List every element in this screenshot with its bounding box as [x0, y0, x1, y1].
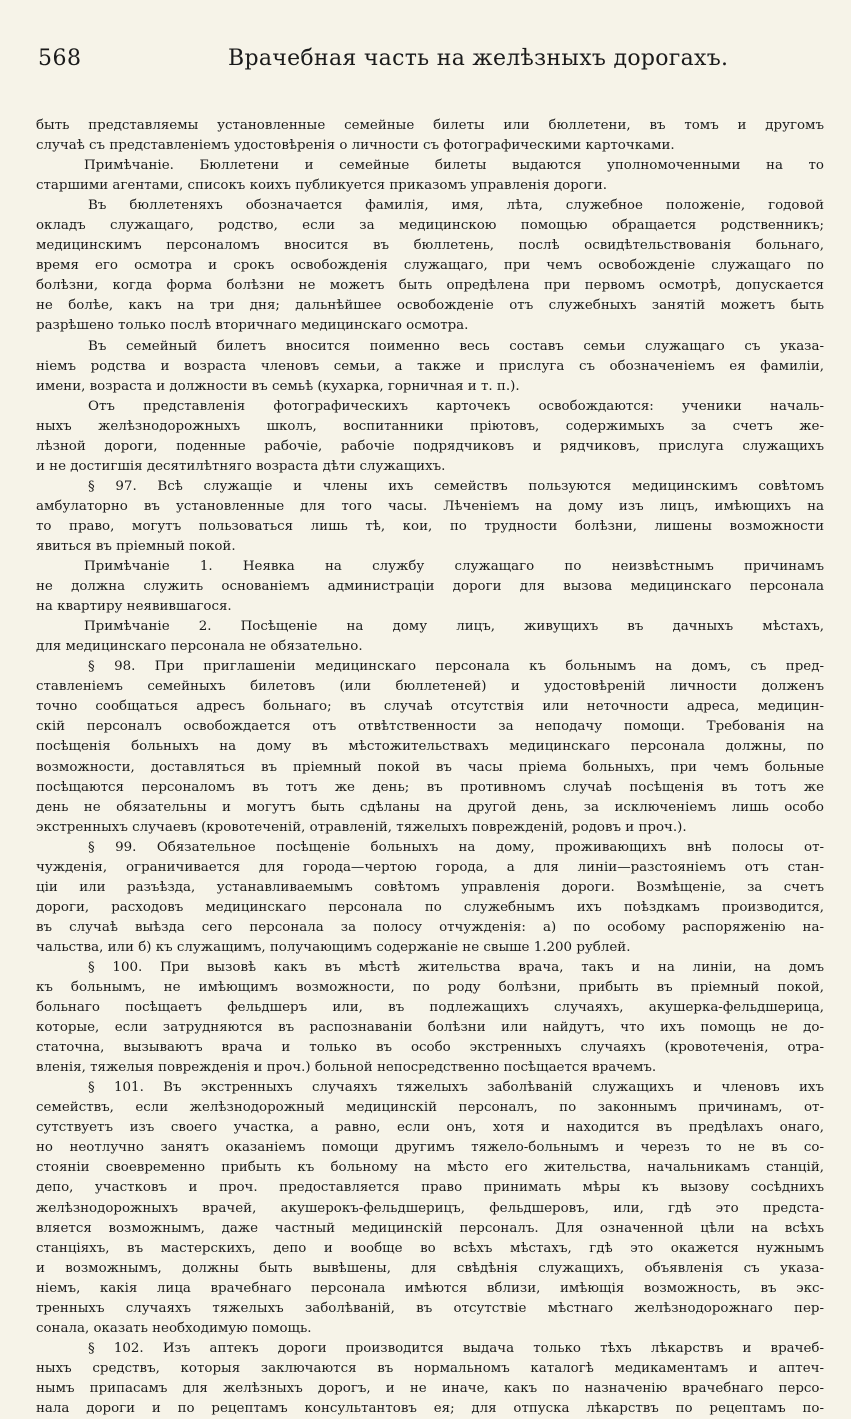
text-line: стояніи своевременно прибыть къ больному на мѣсто его жительства, начальникамъ станцій, [36, 1160, 824, 1176]
text-line: Примѣчаніе 1. Неявка на службу служащаго по неизвѣстнымъ причинамъ [84, 559, 824, 575]
text-line: явиться въ пріемный покой. [36, 538, 236, 554]
text-line: ніемъ родства и возраста членовъ семьи, а также и прислуга съ обозначеніемъ ея фамиліи, [36, 358, 824, 374]
text-line: лѣзной дороги, поденные рабочіе, рабочіе подрядчиковъ и рядчиковъ, прислуга служащихъ [36, 438, 824, 454]
text-line: старшими агентами, списокъ коихъ публикуется приказомъ управленія дороги. [36, 178, 608, 194]
text-line: возможности, доставляться въ пріемный покой въ часы пріема больныхъ, при чемъ больные [36, 759, 824, 775]
text-line: точно сообщаться адресъ больнаго; въ случаѣ отсутствія или неточности адреса, медицин- [36, 699, 824, 715]
text-line: не должна служить основаніемъ администраціи дороги для вызова медицинскаго персонала [36, 579, 824, 595]
text-line: которые, если затрудняются въ распознаваніи болѣзни или найдутъ, что ихъ помощь не до- [36, 1020, 824, 1036]
text-line: окладъ служащаго, родство, если за медицинскою помощью обращается родственникъ; [36, 218, 824, 234]
text-line: въ случаѣ выѣзда сего персонала за полосу отчужденія: а) по особому распоряженію на- [36, 919, 824, 935]
text-line: ставленіемъ семейныхъ билетовъ (или бюллетеней) и удостовѣреній личности долженъ [36, 679, 824, 695]
text-line: вленія, тяжелыя поврежденія и проч.) больной непосредственно посѣщается врачемъ. [36, 1060, 657, 1076]
text-line: случаѣ съ представленіемъ удостовѣренія о личности съ фотографическими карточками. [36, 138, 675, 154]
text-line: ныхъ желѣзнодорожныхъ школъ, воспитанники пріютовъ, содержимыхъ за счетъ же- [36, 418, 824, 434]
text-line: имени, возраста и должности въ семьѣ (кухарка, горничная и т. п.). [36, 378, 520, 394]
text-line: на квартиру неявившагося. [36, 599, 232, 615]
text-line: день не обязательны и могутъ быть сдѣланы на другой день, за исключеніемъ лишь особо [36, 799, 824, 815]
text-line: нала дороги и по рецептамъ консультантовъ ея; для отпуска лѣкарствъ по рецептамъ по- [36, 1401, 824, 1416]
text-line: § 100. При вызовѣ какъ въ мѣстѣ жительства врача, такъ и на линіи, на домъ [88, 959, 824, 975]
text-line: время его осмотра и срокъ освобожденія служащаго, при чемъ освобожденіе служащаго по [36, 258, 824, 274]
text-line: посѣщенія больныхъ на дому въ мѣстожительствахъ медицинскаго персонала должны, по [36, 739, 824, 755]
text-line: дороги, расходовъ медицинскаго персонала по служебнымъ ихъ поѣздкамъ производится, [36, 899, 824, 915]
text-line: § 102. Изъ аптекъ дороги производится выдача только тѣхъ лѣкарствъ и врачеб- [88, 1340, 824, 1356]
text-line: Примѣчаніе. Бюллетени и семейные билеты выдаются уполномоченными на то [84, 158, 824, 174]
text-line: но неотлучно занятъ оказаніемъ помощи другимъ тяжело-больнымъ и черезъ то не въ со- [36, 1140, 824, 1156]
text-line: станціяхъ, въ мастерскихъ, депо и вообще во всѣхъ мѣстахъ, гдѣ это окажется нужнымъ [36, 1240, 824, 1256]
text-line: скій персоналъ освобождается отъ отвѣтственности за неподачу помощи. Требованія на [36, 719, 824, 735]
page-number: 568 [38, 46, 82, 71]
text-line: § 98. При приглашеніи медицинскаго персонала къ больнымъ на домъ, съ пред- [88, 659, 824, 675]
text-line: сутствуетъ изъ своего участка, а равно, если онъ, хотя и находится въ предѣлахъ онаго, [36, 1120, 824, 1136]
text-line: амбулаторно въ установленные для того часы. Лѣченіемъ на дому изъ лицъ, имѣющихъ на [36, 498, 824, 514]
text-line: § 97. Всѣ служащіе и члены ихъ семействъ пользуются медицинскимъ совѣтомъ [88, 478, 824, 494]
text-line: чужденія, ограничивается для города—чертою города, а для линіи—разстояніемъ отъ стан- [36, 859, 824, 875]
text-line: Въ семейный билетъ вносится поименно весь составъ семьи служащаго съ указа- [88, 338, 824, 354]
text-line: тренныхъ случаяхъ тяжелыхъ заболѣваній, въ отсутствіе мѣстнаго желѣзнодорожнаго пер- [36, 1300, 824, 1316]
text-line: быть представляемы установленные семейные билеты или бюллетени, въ томъ и другомъ [36, 118, 824, 133]
text-line: чальства, или б) къ служащимъ, получающимъ содержаніе не свыше 1.200 рублей. [36, 939, 631, 955]
text-line: сонала, оказать необходимую помощь. [36, 1320, 312, 1336]
page-header [38, 46, 818, 80]
text-line: не болѣе, какъ на три дня; дальнѣйшее освобожденіе отъ служебныхъ занятій можетъ быть [36, 298, 824, 314]
text-line: ныхъ средствъ, которыя заключаются въ нормальномъ каталогѣ медикаментамъ и аптеч- [36, 1360, 824, 1376]
text-line: Въ бюллетеняхъ обозначается фамилія, имя, лѣта, служебное положеніе, годовой [88, 198, 824, 214]
text-line: и возможнымъ, должны быть вывѣшены, для свѣдѣнія служащихъ, объявленія съ указа- [36, 1260, 824, 1276]
text-line: нымъ припасамъ для желѣзныхъ дорогъ, и не иначе, какъ по назначенію врачебнаго персо- [36, 1380, 824, 1396]
text-line: желѣзнодорожныхъ врачей, акушерокъ-фельдшерицъ, фельдшеровъ, или, гдѣ это предста- [36, 1200, 824, 1216]
text-line: ціи или разъѣзда, устанавливаемымъ совѣтомъ управленія дороги. Возмѣщеніе, за счетъ [36, 879, 824, 895]
text-line: къ больнымъ, не имѣющимъ возможности, по роду болѣзни, прибыть въ пріемный покой, [36, 980, 824, 996]
text-line: болѣзни, когда форма болѣзни не можетъ быть опредѣлена при первомъ осмотрѣ, допускается [36, 278, 824, 294]
text-line: ніемъ, какія лица врачебнаго персонала имѣются вблизи, имѣющія возможность, въ экс- [36, 1280, 824, 1296]
text-line: для медицинскаго персонала не обязательно. [36, 639, 363, 655]
body-text [36, 116, 824, 1419]
text-line: посѣщаются персоналомъ въ тотъ же день; въ противномъ случаѣ посѣщенія въ тотъ же [36, 779, 824, 795]
text-line: Примѣчаніе 2. Посѣщеніе на дому лицъ, живущихъ въ дачныхъ мѣстахъ, [84, 619, 824, 635]
text-line: § 99. Обязательное посѣщеніе больныхъ на дому, проживающихъ внѣ полосы от- [88, 839, 824, 855]
text-line: и не достигшія десятилѣтняго возраста дѣти служащихъ. [36, 458, 446, 474]
text-line: семействъ, если желѣзнодорожный медицинскій персоналъ, по законнымъ причинамъ, от- [36, 1100, 824, 1116]
text-line: депо, участковъ и проч. предоставляется право принимать мѣры къ вызову сосѣднихъ [36, 1180, 824, 1196]
text-line: то право, могутъ пользоваться лишь тѣ, кои, по трудности болѣзни, лишены возможности [36, 518, 824, 534]
text-line: экстренныхъ случаевъ (кровотеченій, отравленій, тяжелыхъ поврежденій, родовъ и проч.). [36, 819, 687, 835]
text-line: Отъ представленія фотографическихъ карточекъ освобождаются: ученики началь- [88, 398, 824, 414]
text-line: § 101. Въ экстренныхъ случаяхъ тяжелыхъ заболѣваній служащихъ и членовъ ихъ [88, 1080, 824, 1096]
text-line: вляется возможнымъ, даже частный медицинскій персоналъ. Для означенной цѣли на всѣхъ [36, 1220, 824, 1236]
text-line: медицинскимъ персоналомъ вносится въ бюллетень, послѣ освидѣтельствованія больнаго, [36, 238, 824, 254]
text-line: статочна, вызываютъ врача и только въ особо экстренныхъ случаяхъ (кровотеченія, отра- [36, 1040, 824, 1056]
text-line: разрѣшено только послѣ вторичнаго медицинскаго осмотра. [36, 318, 469, 334]
running-title: Врачебная часть на желѣзныхъ дорогахъ. [228, 46, 729, 71]
text-line: больнаго посѣщаетъ фельдшеръ или, въ подлежащихъ случаяхъ, акушерка-фельдшерица, [36, 1000, 824, 1016]
